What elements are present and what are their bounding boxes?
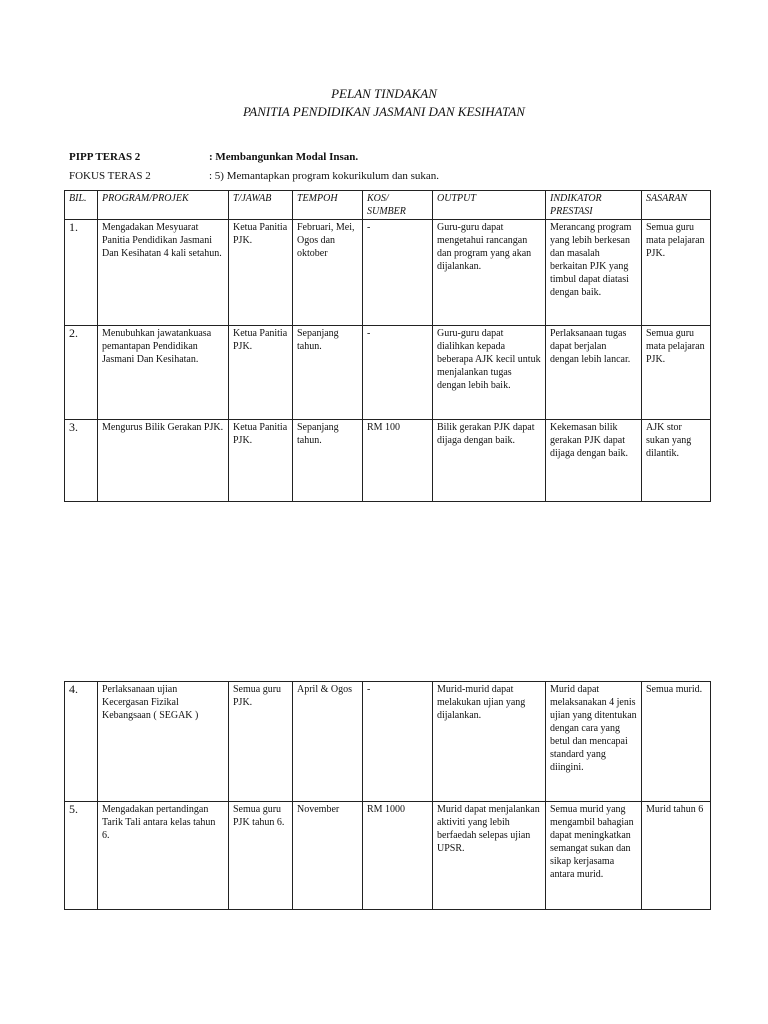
cell-tempoh: Sepanjang tahun.	[293, 420, 363, 502]
cell-tjawab: Ketua Panitia PJK.	[229, 220, 293, 326]
cell-tjawab: Semua guru PJK.	[229, 682, 293, 802]
cell-indikator: Murid dapat melaksanakan 4 jenis ujian yang ditentukan dengan cara yang betul dan mencapai standard yang diingini.	[546, 682, 642, 802]
cell-program: Mengurus Bilik Gerakan PJK.	[98, 420, 229, 502]
header-output: OUTPUT	[433, 191, 546, 220]
cell-kos: -	[363, 220, 433, 326]
cell-bil: 5.	[65, 802, 98, 910]
cell-tempoh: April & Ogos	[293, 682, 363, 802]
cell-tjawab: Ketua Panitia PJK.	[229, 420, 293, 502]
cell-kos: -	[363, 326, 433, 420]
table-row	[65, 682, 711, 802]
cell-program: Perlaksanaan ujian Kecergasan Fizikal Kebangsaan ( SEGAK )	[98, 682, 229, 802]
pipp-label: PIPP TERAS 2	[69, 151, 141, 163]
cell-bil: 1.	[65, 220, 98, 326]
cell-tempoh: November	[293, 802, 363, 910]
header-program: PROGRAM/PROJEK	[98, 191, 229, 220]
header-tempoh: TEMPOH	[293, 191, 363, 220]
table-row	[65, 326, 711, 420]
cell-output: Guru-guru dapat mengetahui rancangan dan program yang akan dijalankan.	[433, 220, 546, 326]
cell-indikator: Semua murid yang mengambil bahagian dapat meningkatkan semangat sukan dan sikap kerjasama antara murid.	[546, 802, 642, 910]
cell-program: Menubuhkan jawatankuasa pemantapan Pendidikan Jasmani Dan Kesihatan.	[98, 326, 229, 420]
action-plan-table-continued	[64, 681, 711, 910]
cell-kos: RM 100	[363, 420, 433, 502]
cell-tempoh: Sepanjang tahun.	[293, 326, 363, 420]
cell-sasaran: Semua guru mata pelajaran PJK.	[642, 220, 711, 326]
header-kos: KOS/ SUMBER	[363, 191, 433, 220]
cell-sasaran: Murid tahun 6	[642, 802, 711, 910]
cell-tjawab: Ketua Panitia PJK.	[229, 326, 293, 420]
cell-kos: -	[363, 682, 433, 802]
cell-sasaran: AJK stor sukan yang dilantik.	[642, 420, 711, 502]
document-title: PELAN TINDAKAN	[331, 86, 437, 101]
cell-bil: 4.	[65, 682, 98, 802]
cell-program: Mengadakan pertandingan Tarik Tali antara kelas tahun 6.	[98, 802, 229, 910]
cell-bil: 3.	[65, 420, 98, 502]
cell-indikator: Merancang program yang lebih berkesan dan masalah berkaitan PJK yang timbul dapat diatasi dengan baik.	[546, 220, 642, 326]
cell-indikator: Perlaksanaan tugas dapat berjalan dengan lebih lancar.	[546, 326, 642, 420]
cell-bil: 2.	[65, 326, 98, 420]
cell-output: Guru-guru dapat dialihkan kepada beberapa AJK kecil untuk menjalankan tugas dengan lebih baik.	[433, 326, 546, 420]
cell-output: Murid dapat menjalankan aktiviti yang lebih berfaedah selepas ujian UPSR.	[433, 802, 546, 910]
cell-output: Murid-murid dapat melakukan ujian yang dijalankan.	[433, 682, 546, 802]
cell-tjawab: Semua guru PJK tahun 6.	[229, 802, 293, 910]
table-row	[65, 802, 711, 910]
fokus-label: FOKUS TERAS 2	[69, 170, 151, 182]
cell-program: Mengadakan Mesyuarat Panitia Pendidikan Jasmani Dan Kesihatan 4 kali setahun.	[98, 220, 229, 326]
table-row	[65, 220, 711, 326]
header-indikator: INDIKATOR PRESTASI	[546, 191, 642, 220]
fokus-value: : 5) Memantapkan program kokurikulum dan sukan.	[209, 170, 440, 182]
table-row	[65, 420, 711, 502]
table-header-row	[65, 191, 711, 220]
cell-tempoh: Februari, Mei, Ogos dan oktober	[293, 220, 363, 326]
cell-indikator: Kekemasan bilik gerakan PJK dapat dijaga dengan baik.	[546, 420, 642, 502]
header-sasaran: SASARAN	[642, 191, 711, 220]
pipp-value: : Membangunkan Modal Insan.	[209, 151, 359, 163]
header-tjawab: T/JAWAB	[229, 191, 293, 220]
header-bil: BIL.	[65, 191, 98, 220]
action-plan-table	[64, 190, 711, 502]
document-subtitle: PANITIA PENDIDIKAN JASMANI DAN KESIHATAN	[243, 104, 525, 119]
cell-output: Bilik gerakan PJK dapat dijaga dengan baik.	[433, 420, 546, 502]
cell-sasaran: Semua guru mata pelajaran PJK.	[642, 326, 711, 420]
cell-sasaran: Semua murid.	[642, 682, 711, 802]
cell-kos: RM 1000	[363, 802, 433, 910]
